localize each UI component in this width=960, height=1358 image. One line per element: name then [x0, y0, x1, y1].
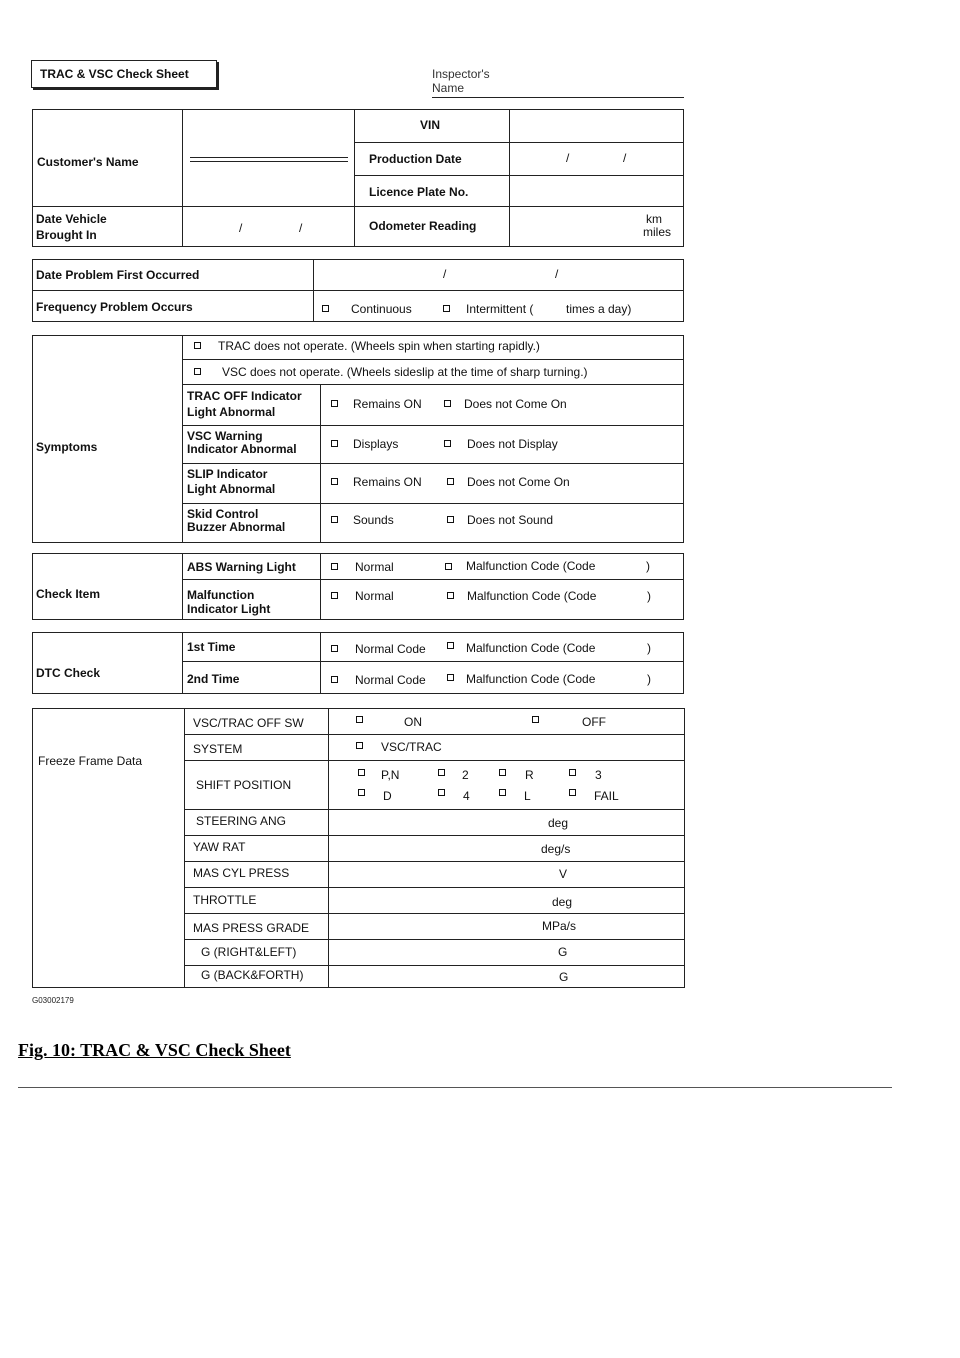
production-date-slash: /: [566, 151, 570, 165]
intermittent-checkbox[interactable]: [443, 305, 450, 312]
symptom-option: Remains ON: [353, 397, 422, 411]
abs-normal-checkbox[interactable]: [331, 563, 338, 570]
steering-ang-label: STEERING ANG: [196, 814, 287, 828]
odometer-unit-miles: miles: [643, 225, 672, 239]
abs-warning-label: ABS Warning Light: [187, 560, 296, 574]
steering-ang-unit: deg: [548, 816, 569, 830]
symptom-option: Does not Sound: [467, 513, 554, 527]
symptom-option-checkbox[interactable]: [444, 440, 451, 447]
customers-name-label: Customer's Name: [37, 155, 139, 169]
dtc-check-label: DTC Check: [36, 666, 101, 680]
symptom-option-checkbox[interactable]: [447, 478, 454, 485]
throttle-label: THROTTLE: [193, 893, 257, 907]
g-right-left-label: G (RIGHT&LEFT): [201, 945, 297, 959]
throttle-unit: deg: [552, 895, 573, 909]
odometer-label: Odometer Reading: [369, 219, 477, 233]
vin-label: VIN: [420, 118, 441, 132]
inspector-label-name: Name: [432, 81, 465, 95]
dtc-second-malfunction-checkbox[interactable]: [447, 674, 454, 681]
g-right-left-unit: G: [558, 945, 568, 959]
mil-malfunction-option: Malfunction Code (Code: [467, 589, 597, 603]
symptom-option-checkbox[interactable]: [331, 400, 338, 407]
mil-malfunction-checkbox[interactable]: [447, 592, 454, 599]
figure-caption: Fig. 10: TRAC & VSC Check Sheet: [18, 1040, 291, 1060]
mas-cyl-press-label: MAS CYL PRESS: [193, 866, 290, 880]
yaw-rat-label: YAW RAT: [193, 840, 246, 854]
shift-option: 2: [462, 768, 469, 782]
yaw-rat-unit: deg/s: [541, 842, 571, 856]
g-back-forth-label: G (BACK&FORTH): [201, 968, 304, 982]
sheet-title: TRAC & VSC Check Sheet: [40, 67, 189, 81]
odometer-unit-km: km: [646, 212, 662, 226]
vsc-not-operate-checkbox[interactable]: [194, 368, 201, 375]
freeze-frame-block: [32, 708, 685, 988]
dtc-second-close: ): [647, 672, 651, 686]
symptom-option: Displays: [353, 437, 399, 451]
continuous-checkbox[interactable]: [322, 305, 329, 312]
inspector-label: Inspector's: [432, 67, 490, 81]
shift-option: P,N: [381, 768, 400, 782]
abs-normal-option: Normal: [355, 560, 394, 574]
date-vehicle-slash: /: [299, 221, 303, 235]
symptom-row-label: Skid Control: [187, 507, 259, 521]
dtc-first-time-label: 1st Time: [187, 640, 236, 654]
symptom-option-checkbox[interactable]: [331, 516, 338, 523]
shift-option: 3: [595, 768, 602, 782]
inspector-name-line[interactable]: [432, 97, 684, 98]
vsc-trac-off-sw-label: VSC/TRAC OFF SW: [193, 716, 304, 730]
sw-off-checkbox[interactable]: [532, 716, 539, 723]
dtc-second-normal-checkbox[interactable]: [331, 676, 338, 683]
vsc-not-operate-text: VSC does not operate. (Wheels sideslip at the time of sharp turning.): [222, 365, 588, 379]
symptom-option: Remains ON: [353, 475, 422, 489]
check-item-label: Check Item: [36, 587, 101, 601]
shift-option: 4: [463, 789, 470, 803]
trac-not-operate-checkbox[interactable]: [194, 342, 201, 349]
shift-position-label: SHIFT POSITION: [196, 778, 292, 792]
trac-not-operate-text: TRAC does not operate. (Wheels spin when starting rapidly.): [218, 339, 540, 353]
date-vehicle-label-2: Brought In: [36, 228, 97, 242]
date-problem-slash: /: [555, 267, 559, 281]
symptom-option-checkbox[interactable]: [331, 478, 338, 485]
mas-press-grade-unit: MPa/s: [542, 919, 577, 933]
symptom-option: Does not Come On: [467, 475, 570, 489]
shift-checkbox[interactable]: [569, 789, 576, 796]
date-vehicle-label: Date Vehicle: [36, 212, 107, 226]
times-a-day: times a day): [566, 302, 632, 316]
date-problem-slash: /: [443, 267, 447, 281]
symptom-row-label: TRAC OFF Indicator: [187, 389, 302, 403]
abs-malfunction-checkbox[interactable]: [445, 563, 452, 570]
system-value: VSC/TRAC: [381, 740, 442, 754]
mil-label: Malfunction: [187, 588, 255, 602]
sheet-title-box: [31, 60, 217, 88]
customer-block: [32, 109, 684, 247]
sw-on-option: ON: [404, 715, 422, 729]
shift-checkbox[interactable]: [438, 769, 445, 776]
continuous-option: Continuous: [351, 302, 412, 316]
footer-divider: [18, 1087, 892, 1088]
frequency-label: Frequency Problem Occurs: [36, 300, 193, 314]
symptom-row-label: VSC Warning: [187, 429, 263, 443]
mas-press-grade-label: MAS PRESS GRADE: [193, 921, 310, 935]
production-date-slash: /: [623, 151, 627, 165]
figure-id: G03002179: [32, 996, 74, 1005]
mil-label-2: Indicator Light: [187, 602, 271, 616]
sw-off-option: OFF: [582, 715, 606, 729]
abs-code-close: ): [646, 559, 650, 573]
symptom-option: Does not Display: [467, 437, 558, 451]
dtc-first-close: ): [647, 641, 651, 655]
symptoms-label: Symptoms: [36, 440, 98, 454]
symptom-row-label: SLIP Indicator: [187, 467, 268, 481]
shift-checkbox[interactable]: [499, 789, 506, 796]
dtc-first-malfunction-checkbox[interactable]: [447, 642, 454, 649]
shift-option: L: [524, 789, 531, 803]
shift-option: D: [383, 789, 392, 803]
shift-checkbox[interactable]: [499, 769, 506, 776]
shift-option: R: [525, 768, 534, 782]
mil-code-close: ): [647, 589, 651, 603]
abs-malfunction-option: Malfunction Code (Code: [466, 559, 596, 573]
sw-on-checkbox[interactable]: [356, 716, 363, 723]
symptom-row-label: Light Abnormal: [187, 482, 276, 496]
mil-normal-option: Normal: [355, 589, 394, 603]
dtc-second-normal-option: Normal Code: [355, 673, 426, 687]
dtc-first-normal-option: Normal Code: [355, 642, 426, 656]
g-back-forth-unit: G: [559, 970, 569, 984]
intermittent-option: Intermittent (: [466, 302, 534, 316]
shift-checkbox[interactable]: [438, 789, 445, 796]
mil-normal-checkbox[interactable]: [331, 592, 338, 599]
symptom-row-label: Light Abnormal: [187, 405, 276, 419]
dtc-first-normal-checkbox[interactable]: [331, 645, 338, 652]
system-label: SYSTEM: [193, 742, 243, 756]
symptom-option-checkbox[interactable]: [447, 516, 454, 523]
licence-plate-label: Licence Plate No.: [369, 185, 469, 199]
customer-name-field[interactable]: [190, 157, 348, 162]
freeze-frame-label: Freeze Frame Data: [38, 754, 143, 768]
dtc-second-malfunction-option: Malfunction Code (Code: [466, 672, 596, 686]
symptom-option-checkbox[interactable]: [444, 400, 451, 407]
production-date-label: Production Date: [369, 152, 462, 166]
mas-cyl-press-unit: V: [559, 867, 568, 881]
symptom-row-label: Buzzer Abnormal: [187, 520, 286, 534]
shift-checkbox[interactable]: [569, 769, 576, 776]
symptom-row-label: Indicator Abnormal: [187, 442, 297, 456]
symptom-option: Does not Come On: [464, 397, 567, 411]
date-problem-label: Date Problem First Occurred: [36, 268, 200, 282]
shift-checkbox[interactable]: [358, 769, 365, 776]
shift-checkbox[interactable]: [358, 789, 365, 796]
system-checkbox[interactable]: [356, 742, 363, 749]
symptom-option-checkbox[interactable]: [331, 440, 338, 447]
symptom-option: Sounds: [353, 513, 394, 527]
shift-option: FAIL: [594, 789, 619, 803]
date-vehicle-slash: /: [239, 221, 243, 235]
dtc-first-malfunction-option: Malfunction Code (Code: [466, 641, 596, 655]
dtc-second-time-label: 2nd Time: [187, 672, 240, 686]
